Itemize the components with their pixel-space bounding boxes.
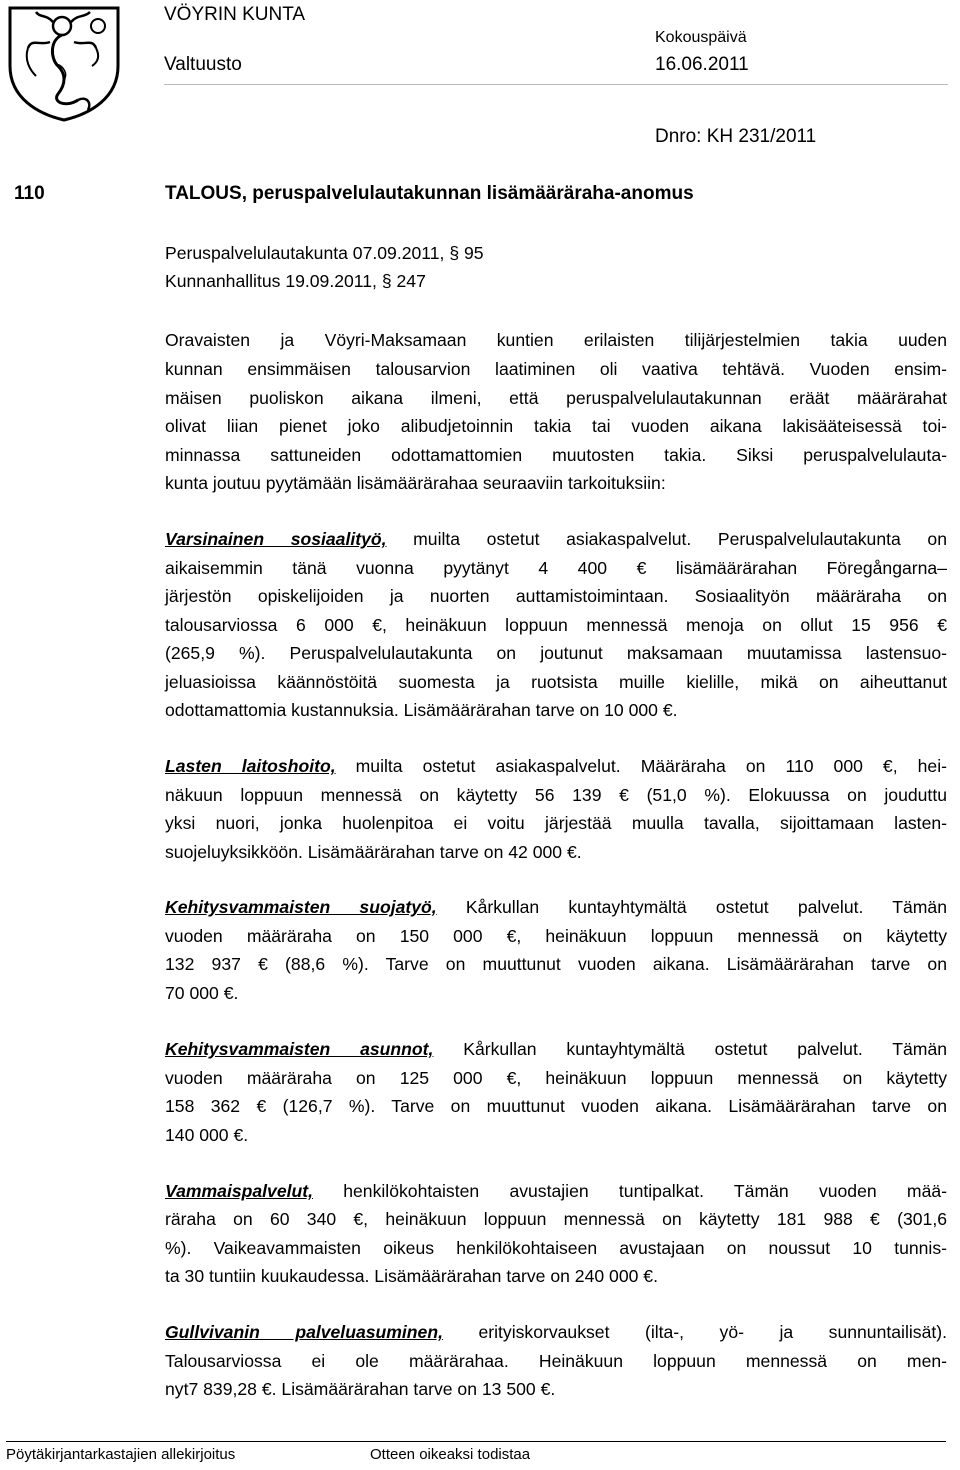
paragraph-line: nyt7 839,28 €. Lisämäärärahan tarve on 13 500 €. [165,1379,556,1399]
dnro: Dnro: KH 231/2011 [655,126,817,147]
reference-line: Peruspalvelulautakunta 07.09.2011, § 95 [165,243,484,263]
reference-line: Kunnanhallitus 19.09.2011, § 247 [165,271,426,291]
paragraph-line: 158 362 € (126,7 %). Tarve on muuttunut vuoden aikana. Lisämäärärahan tarve on [165,1096,947,1116]
paragraph-line: 132 937 € (88,6 %). Tarve on muuttunut vuoden aikana. Lisämäärärahan tarve on [165,954,947,974]
paragraph-line: 140 000 €. [165,1125,249,1145]
header-divider [164,84,948,85]
meeting-day-label: Kokouspäivä [655,29,747,46]
section-number: 110 [14,183,45,204]
paragraph-first-line-text: muilta ostetut asiakaspalvelut. Määräraha on 110 000 €, hei- [335,756,947,776]
paragraph-line: Oravaisten ja Vöyri-Maksamaan kuntien erilaisten tilijärjestelmien takia uuden [165,330,947,350]
paragraph-line: Talousarviossa ei ole määrärahaa. Heinäkuun loppuun mennessä on men- [165,1351,947,1371]
paragraph-line: vuoden määräraha on 125 000 €, heinäkuun loppuun mennessä on käytetty [165,1068,947,1088]
body-name: Valtuusto [164,54,242,75]
paragraph-line: minnassa sattuneiden odottamattomien muutosten takia. Siksi peruspalvelulauta- [165,445,947,465]
paragraph-first-line-text: erityiskorvaukset (ilta-, yö- ja sunnuntailisät). [442,1322,947,1342]
municipal-coat-of-arms-logo [6,4,122,122]
paragraph-line: yksi nuori, jonka huolenpitoa ei voitu järjestää muulla tavalla, sijoittamaan lasten- [165,813,947,833]
paragraph-heading: Kehitysvammaisten asunnot, [165,1039,434,1059]
paragraph-first-line [165,529,947,550]
paragraph-line: jeluasioissa käännöstöitä suomesta ja ruotsista muille kielille, mikä on aiheuttanut [165,672,947,692]
paragraph-line: (265,9 %). Peruspalvelulautakunta on joutunut maksamaan muutamissa lastensuo- [165,643,947,663]
paragraph-line: kunta joutuu pyytämään lisämäärärahaa seuraaviin tarkoituksiin: [165,473,666,493]
paragraph-line: ta 30 tuntiin kuukaudessa. Lisämäärärahan tarve on 240 000 €. [165,1266,658,1286]
paragraph-heading: Varsinainen sosiaalityö, [165,529,387,549]
paragraph-heading: Lasten laitoshoito, [165,756,336,776]
paragraph-heading: Vammaispalvelut, [165,1181,313,1201]
footer-divider [6,1441,946,1442]
paragraph-line: suojeluyksikköön. Lisämäärärahan tarve on 42 000 €. [165,842,582,862]
paragraph-line: olivat liian pienet joko alibudjetoinnin takia tai vuoden aikana lakisääteisessä toi- [165,416,947,436]
paragraph-first-line-text: henkilökohtaisten avustajien tuntipalkat. Tämän vuoden mää- [312,1181,947,1201]
municipality-name: VÖYRIN KUNTA [164,4,306,25]
section-title: TALOUS, peruspalvelulautakunnan lisämääräraha-anomus [165,183,694,204]
paragraph-line: 70 000 €. [165,983,239,1003]
paragraph-first-line-text: Kårkullan kuntayhtymältä ostetut palvelut. Tämän [433,1039,948,1059]
paragraph-first-line [165,1181,947,1202]
paragraph-first-line [165,1322,947,1343]
paragraph-first-line [165,756,947,777]
paragraph-heading: Gullvivanin palveluasuminen, [165,1322,443,1342]
paragraph-line: odottamattomia kustannuksia. Lisämäärärahan tarve on 10 000 €. [165,700,678,720]
paragraph-first-line [165,1039,947,1060]
paragraph-line: kunnan ensimmäisen talousarvion laatiminen oli vaativa tehtävä. Vuoden ensim- [165,359,947,379]
footer-signature-label: Pöytäkirjantarkastajien allekirjoitus [6,1446,236,1463]
paragraph-first-line-text: muilta ostetut asiakaspalvelut. Peruspalvelulautakunta on [386,529,947,549]
paragraph-line: järjestön opiskelijoiden ja nuorten auttamistoimintaan. Sosiaalityön määräraha on [165,586,947,606]
paragraph-first-line [165,897,947,918]
paragraph-line: mäisen puoliskon aikana ilmeni, että peruspalvelulautakunnan eräät määrärahat [165,388,947,408]
paragraph-first-line-text: Kårkullan kuntayhtymältä ostetut palvelut. Tämän [436,897,947,917]
paragraph-line: räraha on 60 340 €, heinäkuun loppuun mennessä on käytetty 181 988 € (301,6 [165,1209,947,1229]
footer-certification-label: Otteen oikeaksi todistaa [370,1446,531,1463]
paragraph-line: talousarviossa 6 000 €, heinäkuun loppuun mennessä menoja on ollut 15 956 € [165,615,947,635]
paragraph-line: aikaisemmin tänä vuonna pyytänyt 4 400 € lisämäärärahan Föregångarna– [165,558,947,578]
paragraph-line: näkuun loppuun mennessä on käytetty 56 139 € (51,0 %). Elokuussa on jouduttu [165,785,947,805]
paragraph-line: %). Vaikeavammaisten oikeus henkilökohtaiseen avustajaan on noussut 10 tunnis- [165,1238,947,1258]
paragraph-line: vuoden määräraha on 150 000 €, heinäkuun loppuun mennessä on käytetty [165,926,947,946]
meeting-date: 16.06.2011 [655,54,749,75]
paragraph-heading: Kehitysvammaisten suojatyö, [165,897,437,917]
